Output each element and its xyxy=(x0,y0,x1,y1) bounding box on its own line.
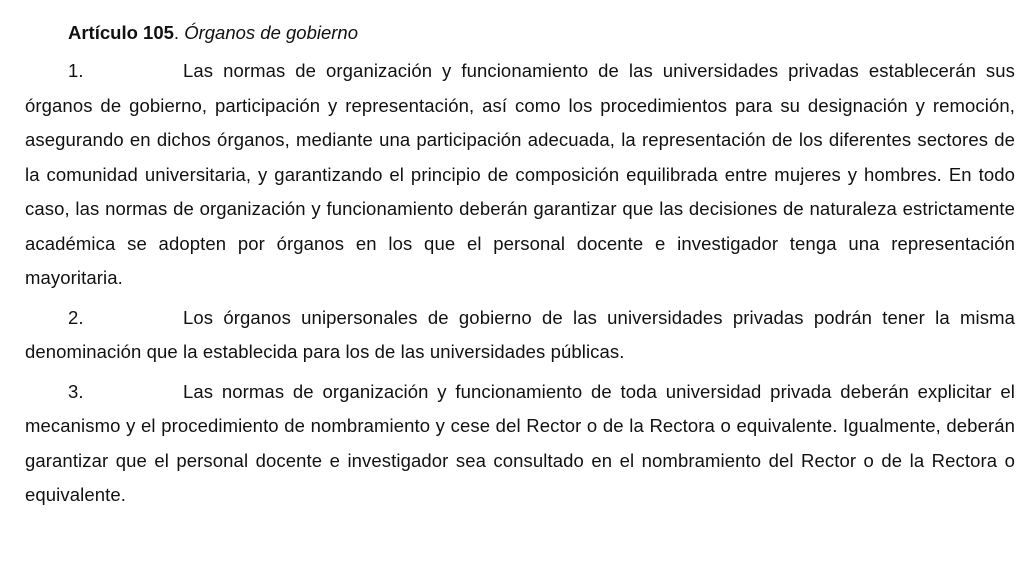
paragraph-number: 2. xyxy=(68,306,84,328)
article-heading-separator: . xyxy=(173,22,185,43)
article-number: Artículo 105 xyxy=(68,22,174,43)
document-page xyxy=(25,18,1015,518)
paragraph-number: 1. xyxy=(68,60,84,81)
paragraph-text: Las normas de organización y funcionamiento de toda universidad privada deberán explicitar el mecanismo y el procedimiento de nombramiento y cese del Rector o de la Rectora o equivalente. Igualmente, deberán garantizar que el personal docente e investigador sea consultado en el nombramiento del Rector o de la Rectora o equivalente. xyxy=(25,380,1015,505)
paragraph-1 xyxy=(25,54,1015,296)
paragraph-text: Los órganos unipersonales de gobierno de las universidades privadas podrán tener la misma denominación que la establecida para los de las universidades públicas. xyxy=(25,306,1015,362)
article-heading xyxy=(68,18,1015,48)
paragraph-3 xyxy=(25,375,1015,513)
article-title: Órganos de gobierno xyxy=(184,22,359,43)
paragraph-number: 3. xyxy=(68,380,84,402)
paragraph-text: Las normas de organización y funcionamiento de las universidades privadas establecerán sus órganos de gobierno, participación y representación, así como los procedimientos para su designación y remoción, asegurando en dichos órganos, mediante una participación adecuada, la representación de los diferentes sectores de la comunidad universitaria, y garantizando el principio de composición equilibrada entre mujeres y hombres. En todo caso, las normas de organización y funcionamiento deberán garantizar que las decisiones de naturaleza estrictamente académica se adopten por órganos en los que el personal docente e investigador tenga una representación mayoritaria. xyxy=(25,60,1015,288)
paragraph-2 xyxy=(25,301,1015,370)
